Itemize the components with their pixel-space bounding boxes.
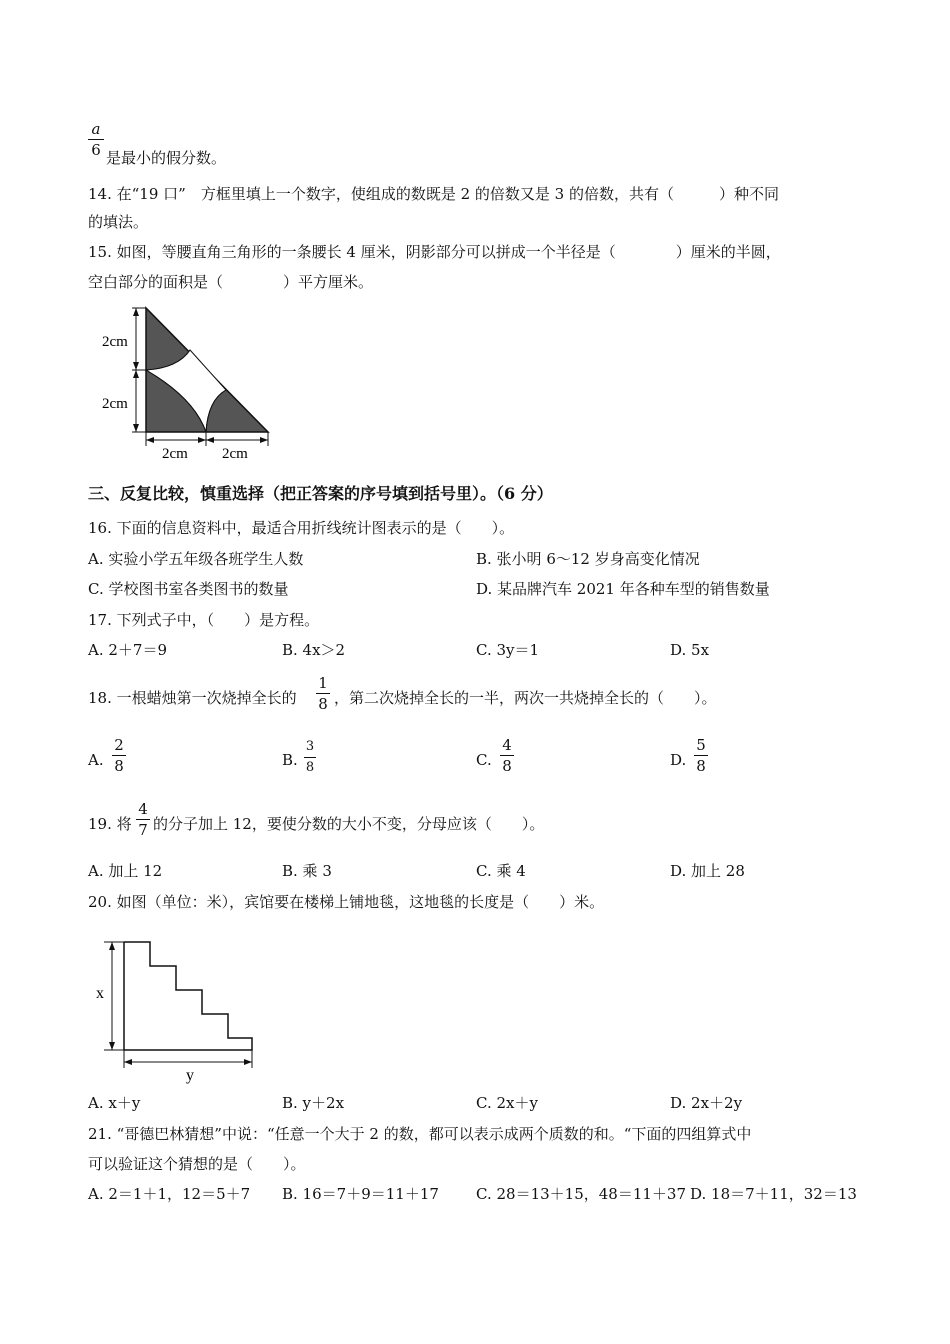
- q17-option-b: B. 4x＞2: [282, 641, 346, 659]
- fraction-denominator: 7: [138, 821, 148, 839]
- label-x: x: [96, 985, 104, 1002]
- staircase-figure: [94, 936, 258, 1084]
- q21-option-c: C. 28＝13＋15，48＝11＋37: [476, 1185, 687, 1203]
- q18-option-d-label: D.: [670, 751, 687, 769]
- q19-stem-b: 的分子加上 12，要使分数的大小不变，分母应该（ ）。: [153, 815, 545, 833]
- q18-option-d-fraction: [694, 736, 708, 775]
- fraction-numerator: 4: [138, 800, 148, 818]
- label-y: y: [186, 1067, 194, 1084]
- label-left-bottom: 2cm: [102, 396, 128, 412]
- q14-line1: 14. 在“19 口” 方框里填上一个数字，使组成的数既是 2 的倍数又是 3 的倍数，共有（ ）种不同: [88, 185, 779, 203]
- fraction-bar: [304, 757, 316, 758]
- q17-option-a: A. 2＋7＝9: [88, 641, 167, 659]
- label-bottom-right: 2cm: [222, 446, 248, 462]
- q20-option-d: D. 2x＋2y: [670, 1094, 743, 1112]
- q20-option-c: C. 2x＋y: [476, 1094, 538, 1112]
- q15-line2: 空白部分的面积是（ ）平方厘米。: [88, 273, 374, 291]
- q17-stem: 17. 下列式子中，（ ）是方程。: [88, 611, 320, 629]
- q16-option-a: A. 实验小学五年级各班学生人数: [88, 550, 304, 568]
- q19-stem-a: 19. 将: [88, 815, 132, 833]
- q18-option-a-fraction: [112, 736, 126, 775]
- q18-option-b-label: B.: [282, 751, 298, 769]
- q20-stem: 20. 如图（单位：米），宾馆要在楼梯上铺地毯，这地毯的长度是（ ）米。: [88, 893, 605, 911]
- q13-tail-text: 是最小的假分数。: [106, 149, 227, 167]
- q20-option-b: B. y＋2x: [282, 1094, 345, 1112]
- fraction-denominator: 8: [502, 757, 512, 775]
- q18-option-c-label: C.: [476, 751, 492, 769]
- fraction-denominator: 8: [318, 695, 328, 713]
- q19-option-b: B. 乘 3: [282, 862, 332, 880]
- q16-option-b: B. 张小明 6～12 岁身高变化情况: [476, 550, 700, 568]
- q19-option-c: C. 乘 4: [476, 862, 526, 880]
- staircase-outline: [124, 942, 252, 1050]
- fraction-denominator: 8: [696, 757, 706, 775]
- fraction-denominator: 6: [91, 141, 101, 159]
- q18-fraction: [316, 674, 330, 713]
- q14-line2: 的填法。: [88, 213, 149, 231]
- fraction-bar: [88, 139, 104, 140]
- fraction-bar: [316, 693, 330, 694]
- label-bottom-left: 2cm: [162, 446, 188, 462]
- q19-option-a: A. 加上 12: [88, 862, 163, 880]
- q15-line1: 15. 如图，等腰直角三角形的一条腰长 4 厘米，阴影部分可以拼成一个半径是（ ）厘米的半圆，: [88, 243, 781, 261]
- q20-option-a: A. x＋y: [88, 1094, 141, 1112]
- fraction-numerator: 2: [114, 736, 124, 754]
- q18-option-c-fraction: [500, 736, 514, 775]
- q17-option-d: D. 5x: [670, 641, 710, 659]
- fraction-numerator: a: [91, 120, 101, 138]
- fraction-bar: [694, 755, 708, 756]
- q17-option-c: C. 3y＝1: [476, 641, 540, 659]
- q18-option-a-label: A.: [88, 751, 104, 769]
- fraction-a-over-6: [88, 120, 104, 159]
- q21-line1: 21. “哥德巴林猜想”中说：“任意一个大于 2 的数，都可以表示成两个质数的和。“下面的四组算式中: [88, 1125, 752, 1143]
- q16-option-c: C. 学校图书室各类图书的数量: [88, 580, 289, 598]
- q21-option-d: D. 18＝7＋11，32＝13: [690, 1185, 857, 1203]
- fraction-bar: [112, 755, 126, 756]
- fraction-denominator: 8: [114, 757, 124, 775]
- q21-option-b: B. 16＝7＋9＝11＋17: [282, 1185, 439, 1203]
- q16-option-d: D. 某品牌汽车 2021 年各种车型的销售数量: [476, 580, 770, 598]
- section3-heading: 三、反复比较，慎重选择（把正答案的序号填到括号里）。（6 分）: [88, 484, 553, 503]
- q19-fraction: [136, 800, 150, 839]
- label-left-top: 2cm: [102, 334, 128, 350]
- q19-option-d: D. 加上 28: [670, 862, 745, 880]
- fraction-numerator: 5: [696, 736, 706, 754]
- fraction-numerator: 1: [318, 674, 328, 692]
- q18-stem-a: 18. 一根蜡烛第一次烧掉全长的: [88, 689, 297, 707]
- q18-stem-b: ，第二次烧掉全长的一半，两次一共烧掉全长的（ ）。: [334, 689, 717, 707]
- q16-stem: 16. 下面的信息资料中，最适合用折线统计图表示的是（ ）。: [88, 519, 515, 537]
- triangle-figure: [98, 300, 278, 468]
- fraction-bar: [500, 755, 514, 756]
- fraction-numerator: 4: [502, 736, 512, 754]
- fraction-bar: [136, 819, 150, 820]
- fraction-denominator: 8: [305, 760, 315, 775]
- fraction-numerator: 3: [305, 739, 315, 754]
- q18-option-b-fraction: [304, 738, 316, 777]
- q21-line2: 可以验证这个猜想的是（ ）。: [88, 1155, 306, 1173]
- q21-option-a: A. 2＝1＋1，12＝5＋7: [88, 1185, 251, 1203]
